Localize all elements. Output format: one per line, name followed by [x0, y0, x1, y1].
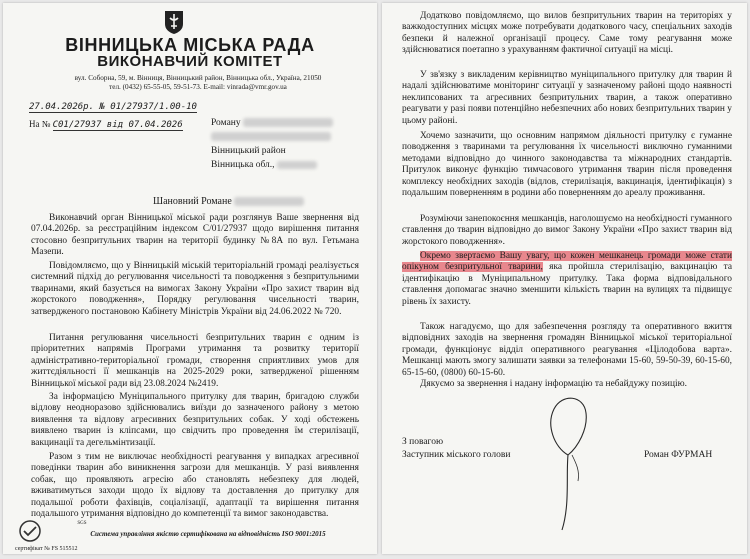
- regards: З повагою: [402, 437, 444, 447]
- recipient-block: [211, 116, 333, 172]
- recipient-district: Вінницький район: [211, 146, 286, 156]
- letter-page-2: [382, 3, 747, 554]
- paragraph-10: Окремо звертаємо Вашу увагу, що кожен мешканець громади може стати опікуном безпритульної тварини, яка пройшла стерилізацію, вакцинацію та ідентифікацію в Муніципальному притулку. Така форма відповідального ставлення допомагає значно зменшити кількість тварин на вулицях та підвищує рівень їх захисту.: [402, 251, 732, 307]
- certification-mark-icon: [17, 519, 43, 543]
- signer-name: Роман ФУРМАН: [644, 450, 713, 460]
- handwritten-signature: [532, 385, 612, 535]
- iso-footer: Система управління якістю сертифікована на відповідність ISO 9001:2015: [90, 530, 326, 538]
- sgs-badge: SGS: [77, 521, 87, 526]
- salutation: Шановний Романе: [153, 196, 304, 207]
- incoming-reference: На № С01/27937 від 07.04.2026: [29, 119, 183, 130]
- letter-page-1: [3, 3, 377, 554]
- council-title: ВІННИЦЬКА МІСЬКА РАДА: [65, 35, 315, 55]
- highlighted-text: Окремо звертаємо Вашу увагу, що кожен мешканець громади може стати опікуном безпритульної тварини,: [402, 251, 732, 273]
- paragraph-8: Хочемо зазначити, що основним напрямом діяльності притулку є гуманне поводження з тваринами та регулювання їх чисельності виключно гуманними методами відповідно до чинного законодавства та міжнародних стандартів. Притулок виконує функцію тимчасового утримання тварин після проведення комплексу необхідних заходів (відлов, стерилізація, вакцинація, ідентифікація) з подальшим поверненням в родини або поверненням до ареалу проживання.: [402, 131, 732, 199]
- recipient-region: Вінницька обл.,: [211, 158, 333, 172]
- paragraph-2: Повідомляємо, що у Вінницькій міській територіальній громаді реалізується системний підхід до регулювання чисельності та поводження з безпритульними тваринами, який базується на вимогах Закону України «Про захист тварин від жорстокого поводження», Порядку регулювання чисельності тварин, затвердженого постановою Кабінету Міністрів України від 24.06.2022 № 720.: [31, 261, 359, 317]
- recipient-name: Роману: [211, 116, 333, 130]
- contacts-line: тел. (0432) 65-55-05, 59-51-73. E-mail: vinrada@vmr.gov.ua: [109, 82, 287, 91]
- paragraph-5: Разом з тим не виключає необхідності реагування у випадках агресивної поведінки тварин або виникнення загрози для мешканців. У разі виявлення собак, що проявляють агресію або становлять небезпеку для людей, вживатимуться заходи щодо їх відлову та доставлення до притулку для подальшої роботи фахівців, соціалізації, адаптації та вирішення питання подальшого утримання відповідно до компетенції та вимог законодавства.: [31, 452, 359, 520]
- paragraph-3: Питання регулювання чисельності безпритульних тварин є одним із пріоритетних напрямів Програми утримання та розвитку території адміністративно-територіальної громади, створення сприятливих умов для життєдіяльності її мешканців на 2025-2029 роки, затвердженої рішенням Вінницької міської ради від 23.08.2024 №2419.: [31, 333, 359, 389]
- paragraph-7: У зв'язку з викладеним керівництво муніципального притулку для тварин й надалі здійснюватиме моніторинг ситуації у зазначеному районі щодо наявності неклипсованих та агресивних безпритульних тварин, а також оперативно реагувати у разі появи потенційно небезпечних або нових безпритульних тварин у цьому районі.: [402, 70, 732, 126]
- paragraph-4: За інформацією Муніципального притулку для тварин, бригадою служби відлову неодноразово здійснювались виїзди до зазначеного району з метою виявлення та відлову агресивних безпритульних собак. У ході обстежень виявлено тварин із кліпсами, що свідчить про проведення їм стерилізації, вакцинації та дегельмінтизації.: [31, 392, 359, 448]
- paragraph-6: Додатково повідомляємо, що вилов безпритульних тварин на територіях у важкодоступних місцях може потребувати додаткового часу, спеціальних заходів безпеки й належної організації процесу. Саме тому реагування може здійснюватися поетапно з урахуванням фактичної ситуації на місці.: [402, 11, 732, 56]
- outgoing-date-number: 27.04.2026р. № 01/27937/1.00-10: [29, 102, 197, 112]
- signer-position: Заступник міського голови: [402, 450, 511, 460]
- redacted-address: [211, 130, 333, 144]
- redacted-surname: [243, 118, 333, 127]
- address-line: вул. Соборна, 59, м. Вінниця, Вінницький район, Вінницька обл., Україна, 21050: [74, 74, 322, 82]
- coat-of-arms-icon: [163, 9, 185, 35]
- paragraph-11: Також нагадуємо, що для забезпечення розгляду та оперативного вжиття відповідних заходів на звернення громадян Вінницької міської територіальної громади, функціонує відділ оперативного реагування «Цілодобова варта». Мешканці мають змогу залишати заявки за телефонами 15-60, 59-50-39, 60-15-60, 65-15-60, (0800) 60-15-60.: [402, 322, 732, 378]
- certificate-number: сертифікат № FS 515512: [15, 546, 78, 552]
- paragraph-12: Дякуємо за звернення і надану інформацію та небайдужу позицію.: [420, 379, 687, 389]
- committee-subtitle: ВИКОНАВЧИЙ КОМІТЕТ: [97, 53, 283, 70]
- paragraph-9: Розуміючи занепокоєння мешканців, наголошуємо на необхідності гуманного ставлення до тварин відповідно до вимог Закону України «Про захист тварин від жорстокого поводження».: [402, 214, 732, 247]
- address-block: [33, 74, 363, 91]
- paragraph-1: Виконавчий орган Вінницької міської ради розглянув Ваше звернення від 07.04.2026р. за реєстраційним індексом С/01/27937 щодо вирішення питання стосовно безпритульних тварин на території будинку №8А по вул. Гетьмана Мазепи.: [31, 213, 359, 258]
